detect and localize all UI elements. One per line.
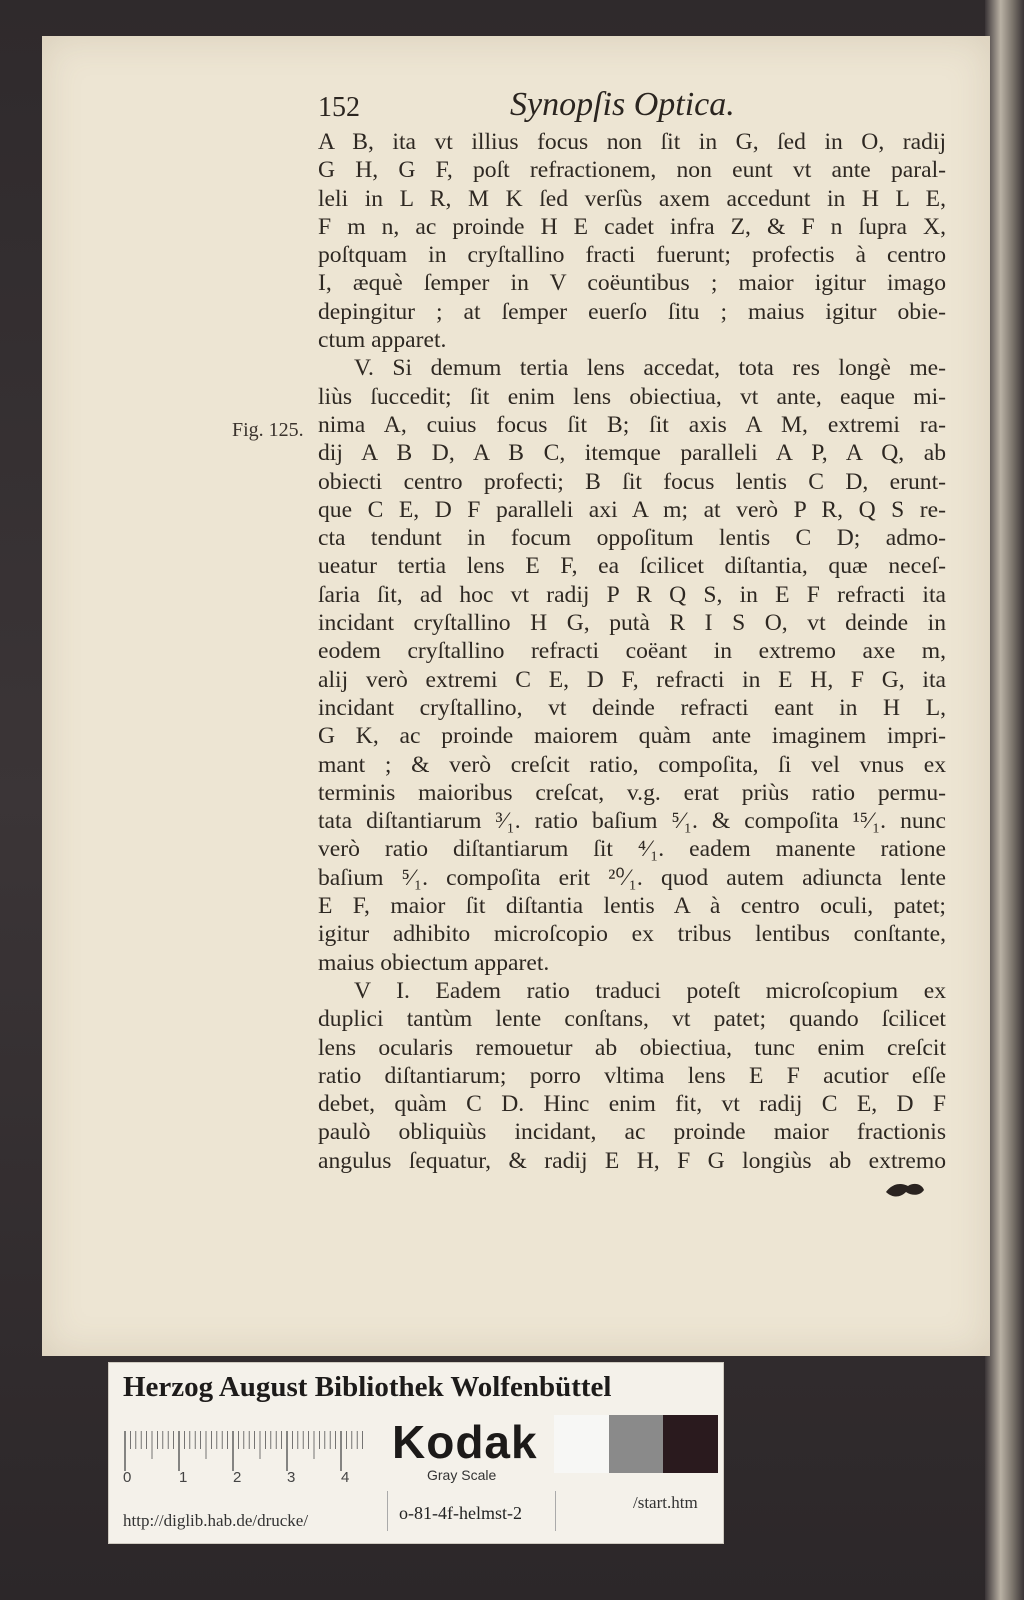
text-line: liùs ſuccedit; ſit enim lens obiectiua, vt ante, eaque mi- [318,383,946,410]
text-line: baſium ⁵⁄₁. compoſita erit ²⁰⁄₁. quod autem adiuncta lente [318,864,946,891]
text-line: leli in L R, M K ſed verſùs axem accedunt in H L E, [318,185,946,212]
running-title: Synopſis Optica. [510,86,735,123]
page-number: 152 [318,92,360,123]
divider [387,1491,388,1531]
text-line: verò ratio diſtantiarum ſit ⁴⁄₁. eadem manente ratione [318,836,946,863]
divider [555,1491,556,1531]
text-line: que C E, D F paralleli axi A m; at verò P R, Q S re- [318,496,946,523]
catchword-ornament [884,1178,926,1200]
url-suffix: /start.htm [633,1493,698,1512]
text-line: paulò obliquiùs incidant, ac proinde maior fractionis [318,1119,946,1146]
ruler-number: 3 [287,1469,296,1486]
text-line: ueatur tertia lens E F, ea ſcilicet diſtantia, quæ neceſ- [318,553,946,580]
text-line: terminis maioribus creſcat, v.g. erat priùs ratio permu- [318,779,946,806]
page-header [318,86,778,128]
text-line: E F, maior ſit diſtantia lentis A à centro oculi, patet; [318,893,946,920]
library-name: Herzog August Bibliothek Wolfenbüttel [123,1371,612,1403]
label-footer [109,1483,723,1543]
text-line: poſtquam in cryſtallino fracti fuerunt; profectis à centro [318,242,946,269]
ruler-scale [123,1429,363,1473]
library-target-card [108,1362,724,1544]
url-base: http://diglib.hab.de/drucke/ [123,1511,309,1530]
text-line: igitur adhibito microſcopio ex tribus lentibus conſtante, [318,921,946,948]
shelfmark: o-81-4f-helmst-2 [399,1503,522,1523]
text-line: obiecti centro profecti; B ſit focus lentis C D, erunt- [318,468,946,495]
text-line: mant ; & verò creſcit ratio, compoſita, ſi vel vnus ex [318,751,946,778]
gray-patch-black [663,1415,718,1473]
ruler-number: 2 [233,1469,242,1486]
text-line: duplici tantùm lente conſtans, vt patet; quando ſcilicet [318,1006,946,1033]
text-line: maius obiectum apparet. [318,949,550,976]
text-line: cta tendunt in focum oppoſitum lentis C D; admo- [318,525,946,552]
text-line: F m n, ac proinde H E cadet infra Z, & F n ſupra X, [318,213,946,240]
text-line: lens ocularis remouetur ab obiectiua, tunc enim creſcit [318,1034,946,1061]
kodak-brand: Kodak [392,1416,538,1468]
text-line: V I. Eadem ratio traduci poteſt microſcopium ex [354,977,946,1004]
ruler-number: 0 [123,1469,132,1486]
ruler-number: 1 [179,1469,188,1486]
gray-scale-label: Gray Scale [427,1467,497,1483]
gray-scale-patches [554,1415,718,1473]
text-line: incidant cryſtallino, vt deinde refracti eant in H L, [318,694,946,721]
text-line: I, æquè ſemper in V coëuntibus ; maior igitur imago [318,270,946,297]
text-line: nima A, cuius focus ſit B; ſit axis A M, extremi ra- [318,411,946,438]
body-text [318,128,946,1175]
text-line: angulus ſequatur, & radij E H, F G longiùs ab extremo [318,1147,946,1174]
text-line: V. Si demum tertia lens accedat, tota res longè me- [354,355,946,382]
text-line: ſaria ſit, ad hoc vt radij P R Q S, in E F refracti ita [318,581,946,608]
gray-patch-white [554,1415,609,1473]
text-line: ctum apparet. [318,327,447,354]
text-line: debet, quàm C D. Hinc enim fit, vt radij C E, D F [318,1091,946,1118]
text-line: depingitur ; at ſemper euerſo ſitu ; maius igitur obie- [318,298,946,325]
text-line: ratio diſtantiarum; porro vltima lens E F acutior eſſe [318,1062,946,1089]
text-line: dij A B D, A B C, itemque paralleli A P, A Q, ab [318,440,946,467]
text-line: G K, ac proinde maiorem quàm ante imaginem impri- [318,723,946,750]
marginal-figure-note: Fig. 125. [232,419,304,441]
text-line: G H, G F, poſt refractionem, non eunt vt ante paral- [318,157,946,184]
text-line: tata diſtantiarum ³⁄₁. ratio baſium ⁵⁄₁. & compoſita ¹⁵⁄₁. nunc [318,808,946,835]
text-line: eodem cryſtallino refracti coëant in extremo axe m, [318,638,946,665]
text-line: incidant cryſtallino H G, putà R I S O, vt deinde in [318,610,946,637]
page-edge [985,0,1024,1600]
text-line: alij verò extremi C E, D F, refracti in E H, F G, ita [318,666,946,693]
text-line: A B, ita vt illius focus non ſit in G, ſed in O, radij [318,129,946,155]
ruler-number: 4 [341,1469,350,1486]
gray-patch-mid [609,1415,664,1473]
